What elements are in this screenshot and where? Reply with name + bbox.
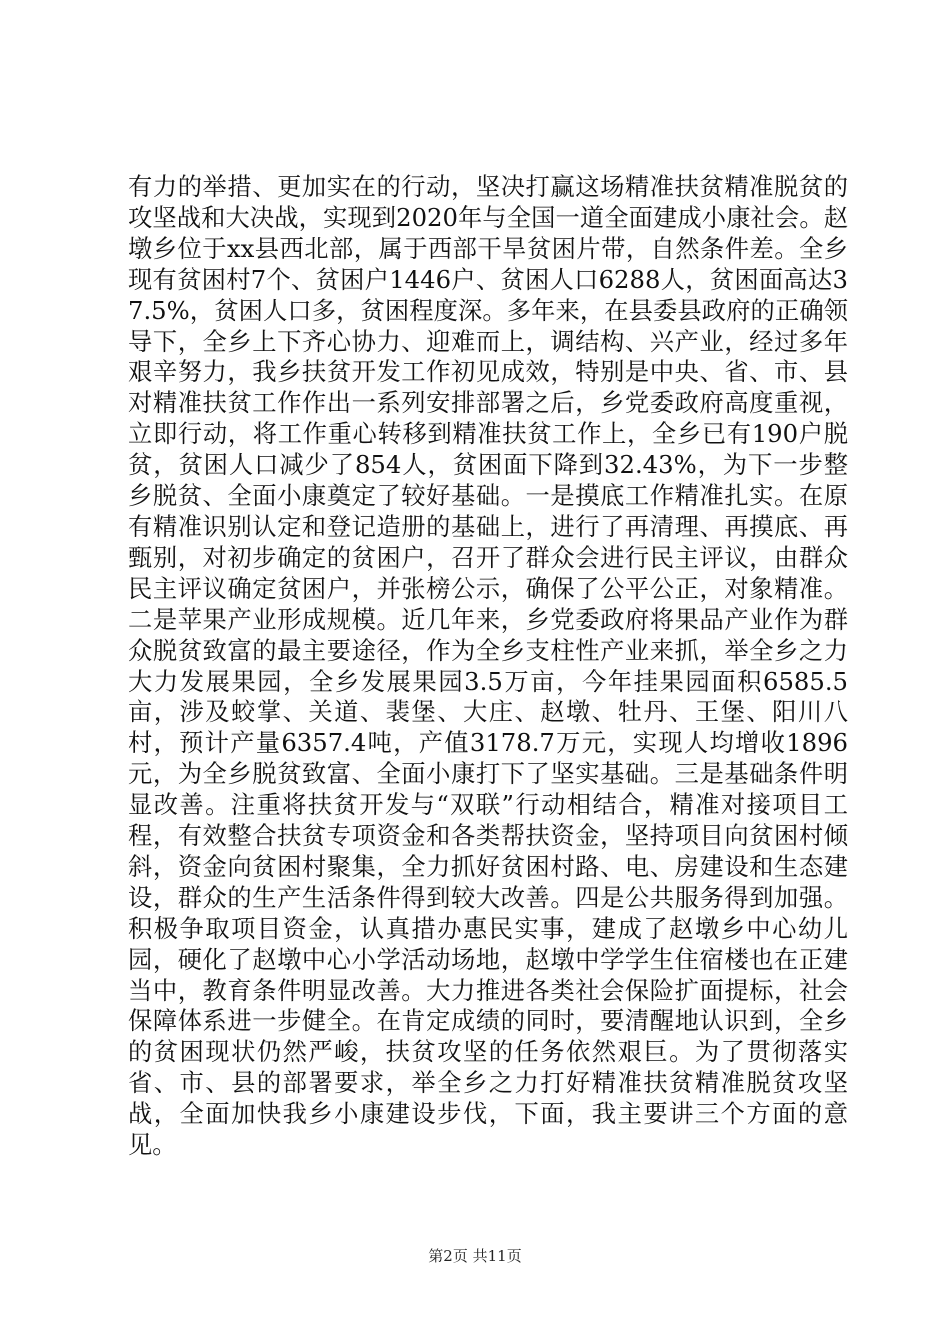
body-paragraph: 有力的举措、更加实在的行动，坚决打赢这场精准扶贫精准脱贫的攻坚战和大决战，实现到2020年与全国一道全面建成小康社会。赵墩乡位于xx县西北部，属于西部干旱贫困片带，自然条件差。全乡现有贫困村7个、贫困户1446户、贫困人口6288人，贫困面高达37.5%，贫困人口多，贫困程度深。多年来，在县委县政府的正确领导下，全乡上下齐心协力、迎难而上，调结构、兴产业，经过多年艰辛努力，我乡扶贫开发工作初见成效，特别是中央、省、市、县对精准扶贫工作作出一系列安排部署之后，乡党委政府高度重视，立即行动，将工作重心转移到精准扶贫工作上，全乡已有190户脱贫，贫困人口减少了854人，贫困面下降到32.43%，为下一步整乡脱贫、全面小康奠定了较好基础。一是摸底工作精准扎实。在原有精准识别认定和登记造册的基础上，进行了再清理、再摸底、再甄别，对初步确定的贫困户，召开了群众会进行民主评议，由群众民主评议确定贫困户，并张榜公示，确保了公平公正，对象精准。二是苹果产业形成规模。近几年来，乡党委政府将果品产业作为群众脱贫致富的最主要途径，作为全乡支柱性产业来抓，举全乡之力大力发展果园，全乡发展果园3.5万亩，今年挂果园面积6585.5亩，涉及蛟掌、关道、裴堡、大庄、赵墩、牡丹、王堡、阳川八村，预计产量6357.4吨，产值3178.7万元，实现人均增收1896元，为全乡脱贫致富、全面小康打下了坚实基础。三是基础条件明显改善。注重将扶贫开发与“双联”行动相结合，精准对接项目工程，有效整合扶贫专项资金和各类帮扶资金，坚持项目向贫困村倾斜，资金向贫困村聚集，全力抓好贫困村路、电、房建设和生态建设，群众的生产生活条件得到较大改善。四是公共服务得到加强。积极争取项目资金，认真措办惠民实事，建成了赵墩乡中心幼儿园，硬化了赵墩中心小学活动场地，赵墩中学学生住宿楼也在正建当中，教育条件明显改善。大力推进各类社会保险扩面提标，社会保障体系进一步健全。在肯定成绩的同时，要清醒地认识到，全乡的贫困现状仍然严峻，扶贫攻坚的任务依然艰巨。为了贯彻落实省、市、县的部署要求，举全乡之力打好精准扶贫精准脱贫攻坚战，全面加快我乡小康建设步伐，下面，我主要讲三个方面的意见。 (128, 172, 848, 1160)
page-number-footer: 第2页 共11页 (428, 1247, 522, 1265)
